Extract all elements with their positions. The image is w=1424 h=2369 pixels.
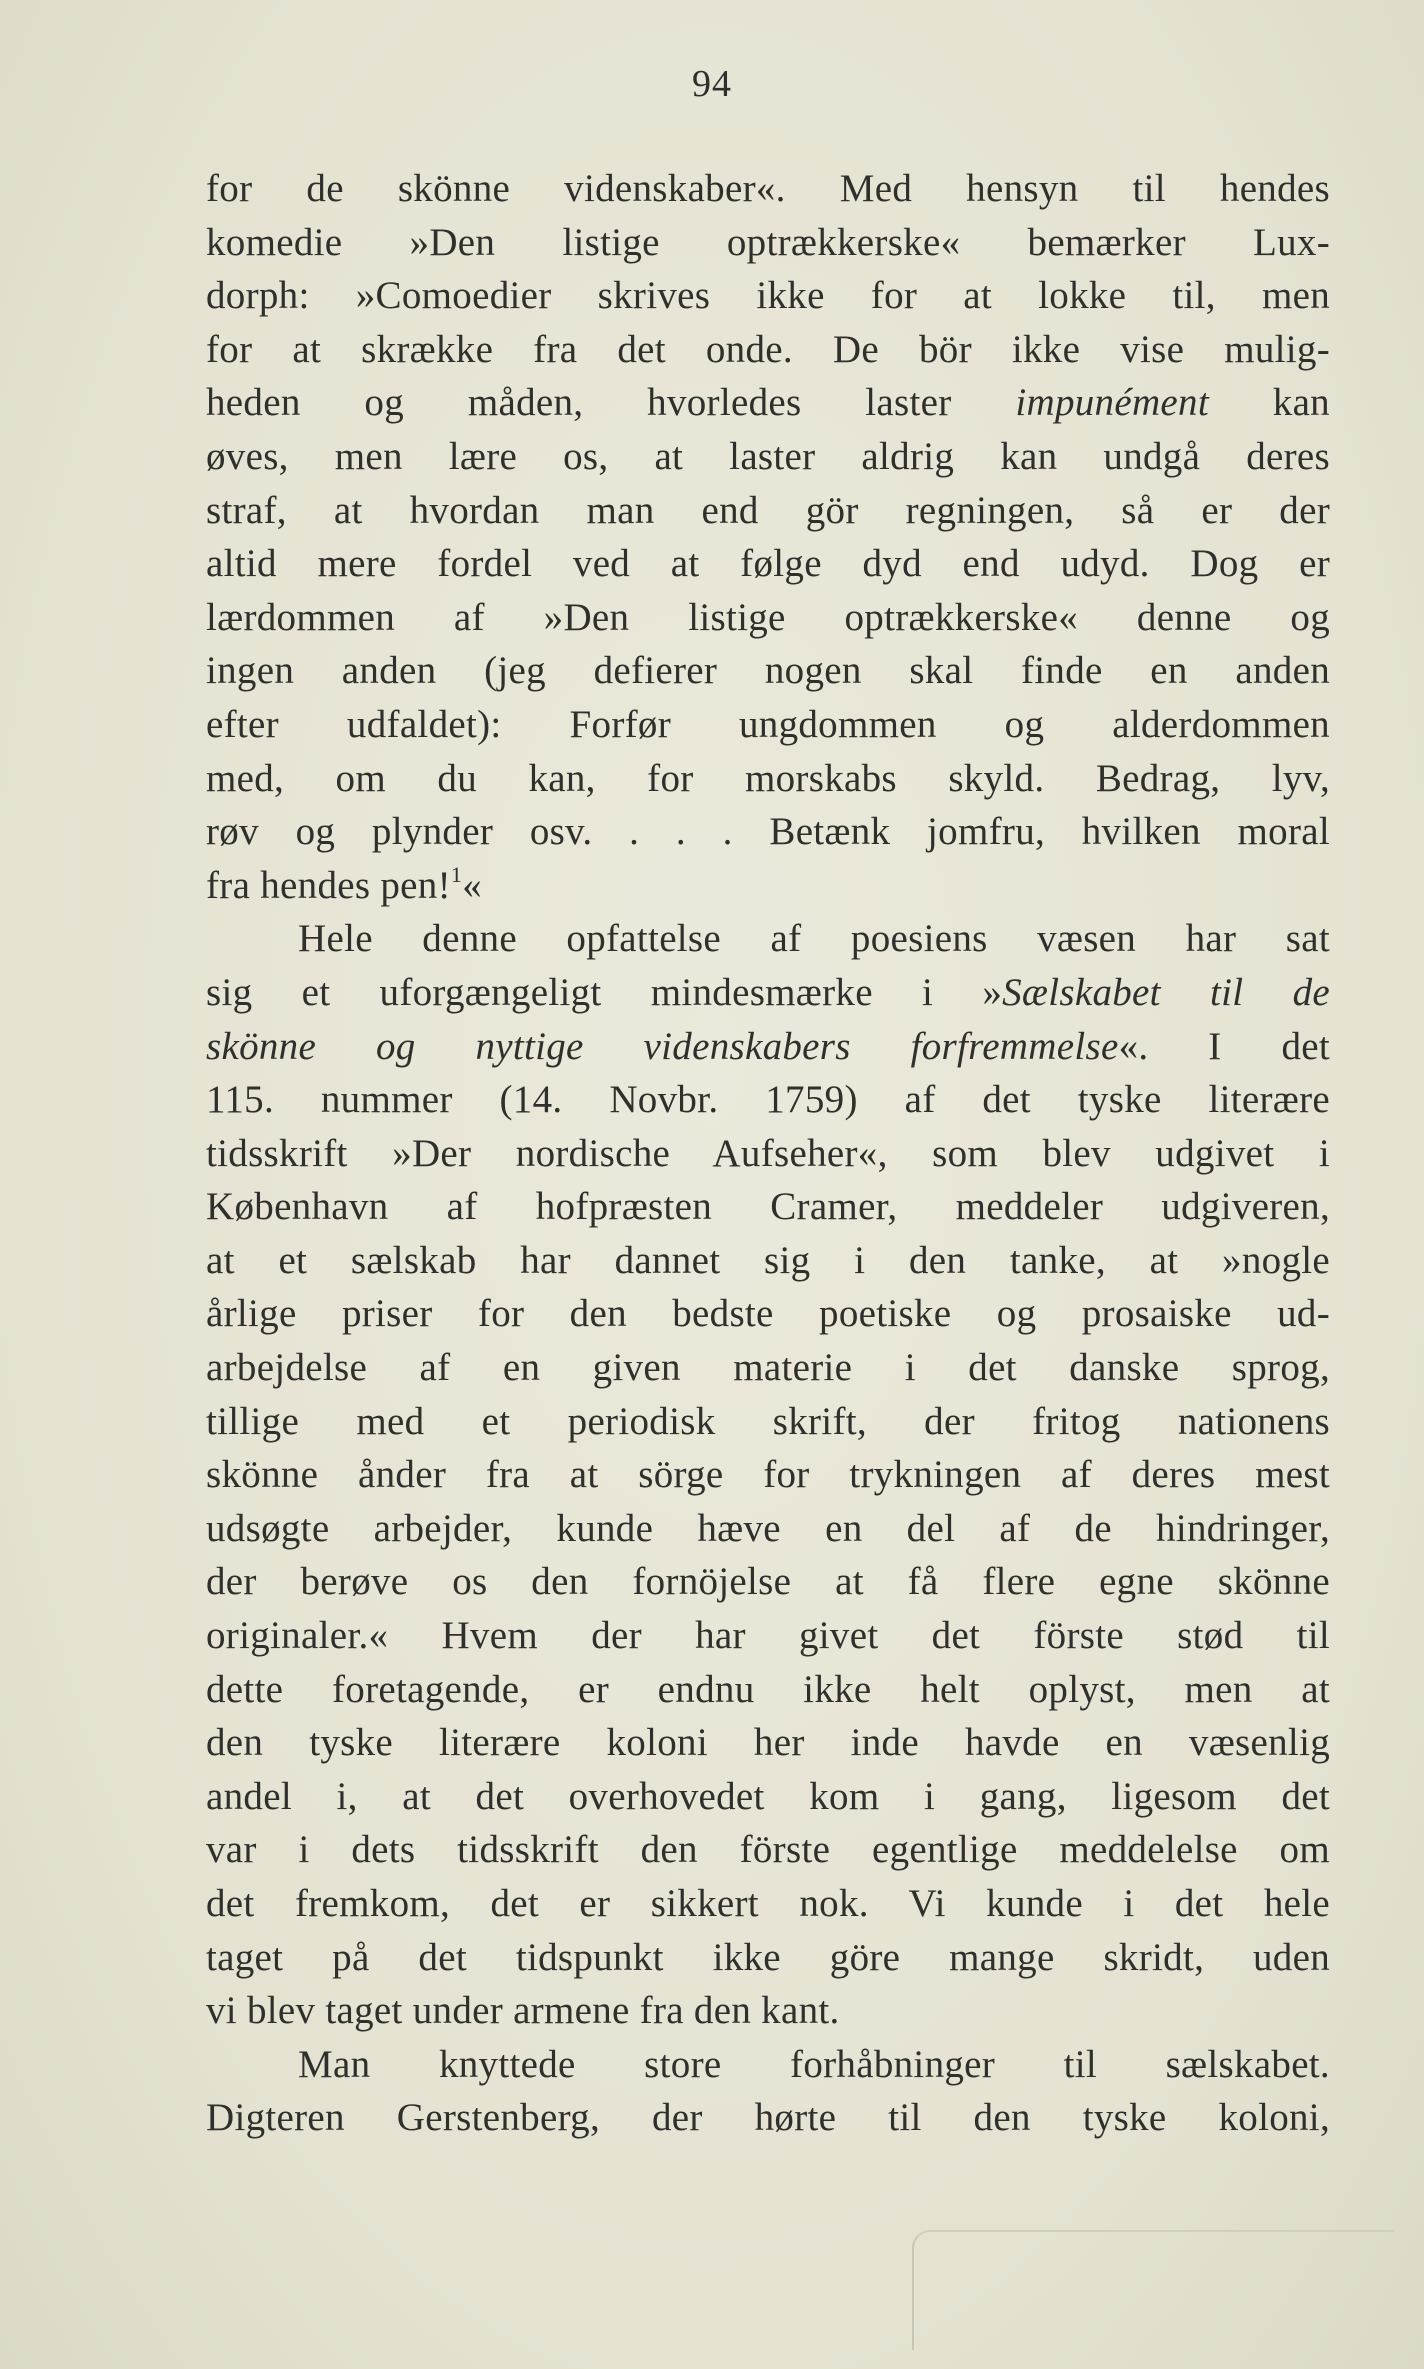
text-line xyxy=(206,1716,1330,1770)
text-segment: sig et uforgængeligt mindesmærke i » xyxy=(206,970,1003,1014)
text-line xyxy=(206,1877,1330,1931)
text-line xyxy=(206,1395,1330,1449)
text-line xyxy=(206,1770,1330,1824)
text-segment: fra hendes pen! xyxy=(206,863,451,907)
text-segment: med, om du kan, for morskabs skyld. Bedrag, lyv, xyxy=(206,756,1330,800)
text-segment: altid mere fordel ved at følge dyd end udyd. Dog er xyxy=(206,542,1330,586)
italic-text: skönne og nyttige videnskabers forfremmelse xyxy=(206,1024,1119,1068)
text-line xyxy=(206,1180,1330,1234)
text-line xyxy=(206,1609,1330,1663)
text-line xyxy=(206,1341,1330,1395)
text-segment: straf, at hvordan man end gör regningen, så er der xyxy=(206,488,1330,532)
text-segment: dette foretagende, er endnu ikke helt oplyst, men at xyxy=(206,1667,1330,1711)
text-segment: lærdommen af »Den listige optrækkerske« denne og xyxy=(206,595,1330,639)
text-segment: København af hofpræsten Cramer, meddeler udgiveren, xyxy=(206,1185,1330,1229)
text-segment: vi blev taget under armene fra den kant. xyxy=(206,1989,840,2033)
text-segment: øves, men lære os, at laster aldrig kan undgå deres xyxy=(206,434,1330,478)
italic-text: Sælskabet til de xyxy=(1002,970,1330,1014)
text-segment: 115. nummer (14. Novbr. 1759) af det tyske literære xyxy=(206,1078,1330,1122)
text-segment: Man knyttede store forhåbninger til sælskabet. xyxy=(298,2042,1330,2086)
text-line xyxy=(206,376,1330,430)
text-segment: for at skrække fra det onde. De bör ikke vise mulig- xyxy=(206,327,1330,371)
text-line xyxy=(206,1127,1330,1181)
text-segment: det fremkom, det er sikkert nok. Vi kunde i det hele xyxy=(206,1882,1330,1925)
text-segment: røv og plynder osv. . . . Betænk jomfru, hvilken moral xyxy=(206,810,1330,854)
text-line xyxy=(206,2038,1330,2092)
text-line xyxy=(206,1020,1330,1074)
text-segment: « xyxy=(462,863,483,907)
text-segment: ingen anden (jeg defierer nogen skal finde en anden xyxy=(206,649,1330,693)
text-line xyxy=(206,912,1330,966)
text-segment: udsøgte arbejder, kunde hæve en del af de hindringer, xyxy=(206,1506,1330,1550)
text-segment: tidsskrift »Der nordische Aufseher«, som blev udgivet i xyxy=(206,1131,1330,1175)
text-line xyxy=(206,2091,1330,2145)
text-segment: tillige med et periodisk skrift, der fritog nationens xyxy=(206,1399,1330,1443)
text-segment: originaler.« Hvem der har givet det förste stød til xyxy=(206,1614,1330,1658)
text-segment: andel i, at det overhovedet kom i gang, ligesom det xyxy=(206,1774,1330,1818)
library-stamp-outline xyxy=(912,2230,1394,2350)
text-line xyxy=(206,162,1330,216)
text-line xyxy=(206,323,1330,377)
text-line xyxy=(206,591,1330,645)
text-line xyxy=(206,966,1330,1020)
text-segment: taget på det tidspunkt ikke göre mange skridt, uden xyxy=(206,1935,1330,1979)
text-line xyxy=(206,1073,1330,1127)
text-segment: Hele denne opfattelse af poesiens væsen har sat xyxy=(298,917,1330,961)
text-line xyxy=(206,1931,1330,1985)
text-segment: var i dets tidsskrift den förste egentlige meddelelse om xyxy=(206,1828,1330,1872)
text-segment: dorph: »Comoedier skrives ikke for at lokke til, men xyxy=(206,274,1330,318)
text-line xyxy=(206,269,1330,323)
text-segment: der berøve os den fornöjelse at få flere egne skönne xyxy=(206,1560,1330,1604)
italic-text: impunément xyxy=(1015,381,1209,425)
text-line xyxy=(206,1663,1330,1717)
text-line xyxy=(206,1287,1330,1341)
text-line xyxy=(206,430,1330,484)
text-line xyxy=(206,537,1330,591)
text-segment: årlige priser for den bedste poetiske og prosaiske ud- xyxy=(206,1292,1330,1336)
text-segment: den tyske literære koloni her inde havde en væsenlig xyxy=(206,1721,1330,1765)
text-segment: heden og måden, hvorledes laster xyxy=(206,381,1016,425)
text-line xyxy=(206,644,1330,698)
footnote-marker: 1 xyxy=(450,861,463,887)
text-segment: at et sælskab har dannet sig i den tanke, at »nogle xyxy=(206,1238,1330,1282)
text-segment: for de skönne videnskaber«. Med hensyn til hendes xyxy=(206,167,1330,210)
text-line xyxy=(206,484,1330,538)
text-line xyxy=(206,1823,1330,1877)
text-segment: «. I det xyxy=(1118,1024,1330,1068)
text-line xyxy=(206,1984,1330,2038)
text-segment: Digteren Gerstenberg, der hørte til den tyske koloni, xyxy=(206,2096,1330,2140)
text-line xyxy=(206,1502,1330,1556)
body-text xyxy=(206,162,1330,2145)
text-line xyxy=(206,698,1330,752)
text-segment: skönne ånder fra at sörge for trykningen af deres mest xyxy=(206,1453,1330,1497)
page-number: 94 xyxy=(692,63,732,105)
text-segment: efter udfaldet): Forfør ungdommen og alderdommen xyxy=(206,702,1330,746)
text-line xyxy=(206,752,1330,806)
text-line xyxy=(206,859,1330,913)
text-line xyxy=(206,1555,1330,1609)
text-line xyxy=(206,216,1330,270)
text-line xyxy=(206,1448,1330,1502)
text-line xyxy=(206,1234,1330,1288)
text-segment: arbejdelse af en given materie i det danske sprog, xyxy=(206,1346,1330,1390)
text-segment: kan xyxy=(1208,381,1330,425)
text-line xyxy=(206,805,1330,859)
text-segment: komedie »Den listige optrækkerske« bemærker Lux- xyxy=(206,220,1330,264)
